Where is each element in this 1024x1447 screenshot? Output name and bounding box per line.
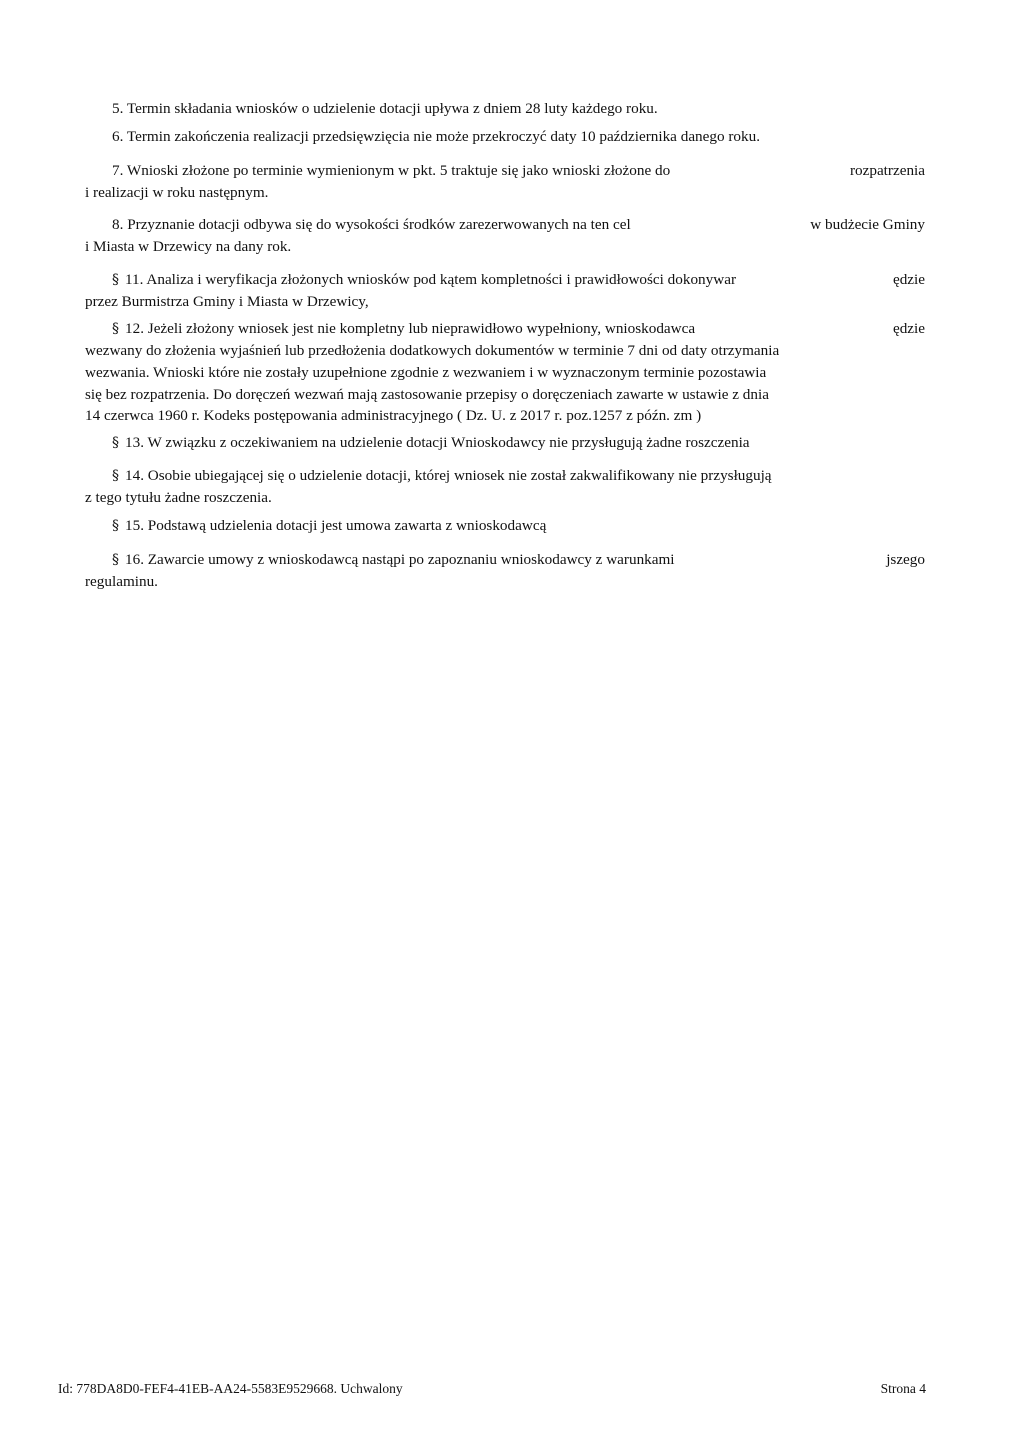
section-16-line-2: regulaminu. [85, 573, 158, 590]
paragraph-8-line-1-left: 8. Przyznanie dotacji odbywa się do wysokości środków zarezerwowanych na ten cel [112, 216, 631, 233]
section-11-line-1-left: 11. Analiza i weryfikacja złożonych wniosków pod kątem kompletności i prawidłowości dokonywar [125, 271, 737, 288]
section-16-line-1-right: jszego [886, 551, 925, 568]
footer-document-id: Id: 778DA8D0-FEF4-41EB-AA24-5583E9529668. Uchwalony [58, 1381, 403, 1396]
footer-page-number: Strona 4 [880, 1381, 926, 1396]
paragraph-5: 5. Termin składania wniosków o udzielenie dotacji upływa z dniem 28 luty każdego roku. [112, 100, 658, 117]
paragraph-7-line-1-left: 7. Wnioski złożone po terminie wymienionym w pkt. 5 traktuje się jako wnioski złożone do [112, 162, 671, 179]
paragraph-6: 6. Termin zakończenia realizacji przedsięwzięcia nie może przekroczyć daty 10 października danego roku. [112, 128, 761, 145]
section-13-text: 13. W związku z oczekiwaniem na udzielenie dotacji Wnioskodawcy nie przysługują żadne roszczenia [125, 434, 750, 451]
section-14-line-2: z tego tytułu żadne roszczenia. [85, 489, 272, 506]
paragraph-8-line-1-right: w budżecie Gminy [810, 216, 925, 233]
section-symbol: § [112, 468, 119, 484]
section-16-line-1 [112, 550, 925, 570]
paragraph-7-line-1-right: rozpatrzenia [849, 162, 925, 179]
section-symbol: § [112, 518, 119, 534]
section-12-line-1 [112, 319, 925, 339]
section-symbol: § [112, 272, 119, 288]
section-12-line-5: 14 czerwca 1960 r. Kodeks postępowania administracyjnego ( Dz. U. z 2017 r. poz.1257 z późn. zm ) [85, 407, 702, 424]
section-11-line-1-right: ędzie [892, 271, 925, 288]
section-16-line-1-left: 16. Zawarcie umowy z wnioskodawcą nastąpi po zapoznaniu wnioskodawcy z warunkami [125, 551, 675, 568]
section-12-line-1-left-wrap [112, 319, 695, 339]
section-11-line-2: przez Burmistrza Gminy i Miasta w Drzewicy, [85, 293, 369, 310]
section-16-line-1-left-wrap [112, 550, 675, 570]
paragraph-7-line-1 [112, 161, 925, 180]
section-15-line-1 [112, 516, 546, 536]
paragraph-8-line-1 [112, 215, 925, 234]
paragraph-7-line-2: i realizacji w roku następnym. [85, 184, 269, 201]
section-12-line-4: się bez rozpatrzenia. Do doręczeń wezwań mają zastosowanie przepisy o doręczeniach zawarte w ustawie z dnia [85, 386, 769, 403]
section-13-line-1 [112, 433, 750, 453]
section-12-line-3: wezwania. Wnioski które nie zostały uzupełnione zgodnie z wezwaniem i w wyznaczonym terminie pozostawia [85, 364, 767, 381]
section-symbol: § [112, 321, 119, 337]
section-12-line-1-right: ędzie [892, 320, 925, 337]
section-11-line-1-left-wrap [112, 270, 736, 290]
section-symbol: § [112, 552, 119, 568]
section-11-line-1 [112, 270, 925, 290]
paragraph-8-line-2: i Miasta w Drzewicy na dany rok. [85, 238, 292, 255]
section-symbol: § [112, 435, 119, 451]
section-14-text: 14. Osobie ubiegającej się o udzielenie dotacji, której wniosek nie został zakwalifikowany nie przysługują [125, 467, 772, 484]
section-15-text: 15. Podstawą udzielenia dotacji jest umowa zawarta z wnioskodawcą [125, 517, 547, 534]
section-14-line-1 [112, 466, 772, 486]
section-12-line-1-left: 12. Jeżeli złożony wniosek jest nie kompletny lub nieprawidłowo wypełniony, wnioskodawca [125, 320, 696, 337]
section-12-line-2: wezwany do złożenia wyjaśnień lub przedłożenia dodatkowych dokumentów w terminie 7 dni od daty otrzymania [85, 342, 780, 359]
